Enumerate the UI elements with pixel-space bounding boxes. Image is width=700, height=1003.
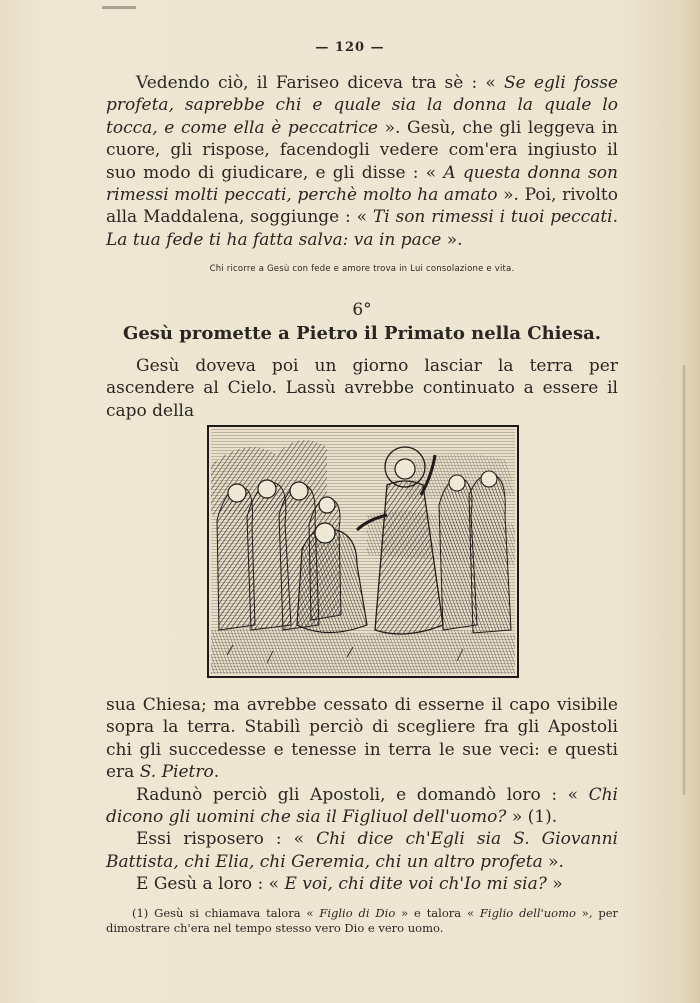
woodcut-illustration [207, 425, 519, 678]
printer-mark [102, 6, 136, 9]
footnote: (1) Gesù si chiamava talora « Figlio di Dio » e talora « Figlio dell'uomo », per dimostrare ch'era nel tempo stesso vero Dio e vero uomo. [106, 906, 619, 935]
paragraph-peter: sua Chiesa; ma avrebbe cessato di esserne il capo visibile sopra la terra. Stabilì perciò di scegliere fra gli Apostoli chi gli succedesse e tenesse in terra le sue veci: e questi era S. Pietro. Radunò perciò gli Apostoli, e domandò loro : « Chi dicono gli uomini che sia il Figliuol dell'uomo? » (1). Essi risposero : « Chi dice ch'Egli sia S. Giovanni Battista, chi Elia, chi Geremia, chi un altro profeta ». E Gesù a loro : « E voi, chi dite voi ch'Io mi sia? » [106, 695, 618, 895]
paragraph-pharisee: Vedendo ciò, il Fariseo diceva tra sè : « Se egli fosse profeta, saprebbe chi e quale sia la donna la quale lo tocca, e come ella è peccatrice ». Gesù, che gli leggeva in cuore, gli rispose, facendogli vedere com'era ingiusto il suo modo di giudicare, e gli disse : « A questa donna son rimessi molti peccati, perchè molto ha amato ». Poi, rivolto alla Maddalena, soggiunge : « Ti son rimessi i tuoi peccati. La tua fede ti ha fatta salva: va in pace ». [106, 73, 619, 250]
section-motto: Chi ricorre a Gesù con fede e amore trova in Lui consolazione e vita. [209, 264, 515, 274]
section-title: Gesù promette a Pietro il Primato nella Chiesa. [122, 323, 602, 344]
paragraph-question: Radunò perciò gli Apostoli, e domandò loro : « Chi dicono gli uomini che sia il Figliuol dell'uomo? » (1). [106, 784, 618, 828]
section-number: 6° [352, 300, 372, 320]
paragraph-answer: Essi risposero : « Chi dice ch'Egli sia S. Giovanni Battista, chi Elia, chi Geremia, chi un altro profeta ». [106, 829, 618, 872]
page-fold-shadow [682, 365, 686, 795]
page-number: — 120 — [315, 40, 385, 55]
paragraph-jesus-asks: E Gesù a loro : « E voi, chi dite voi ch'Io mi sia? » [136, 874, 563, 895]
paragraph-ascension: Gesù doveva poi un giorno lasciar la terra per ascendere al Cielo. Lassù avrebbe continuato a essere il capo della [106, 356, 618, 421]
woodcut-image [207, 425, 519, 678]
